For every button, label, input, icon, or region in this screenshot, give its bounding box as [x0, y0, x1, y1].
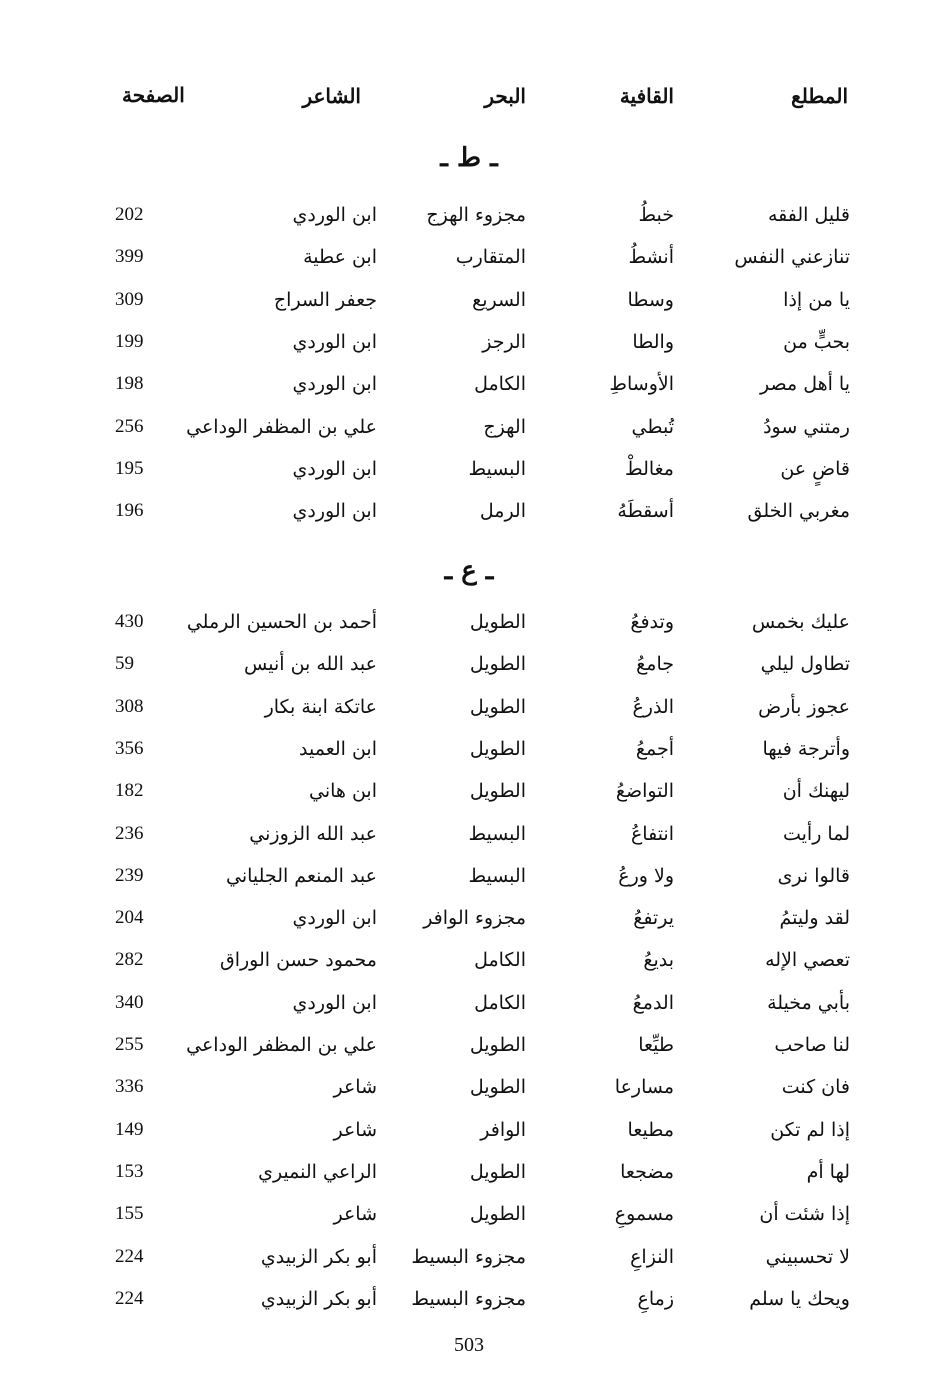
cell-matla: تطاول ليلي — [760, 653, 850, 676]
cell-bahr: الطويل — [469, 1034, 526, 1056]
cell-safha: 204 — [115, 907, 144, 929]
cell-safha: 199 — [115, 330, 144, 352]
cell-shaer: محمود حسن الوراق — [219, 949, 377, 972]
cell-bahr: الكامل — [474, 949, 526, 972]
cell-qafiya: مضجعا — [620, 1160, 674, 1183]
cell-qafiya: الأوساطِ — [609, 373, 674, 396]
cell-shaer: أحمد بن الحسين الرملي — [186, 611, 377, 633]
cell-qafiya: أنشطُ — [628, 246, 674, 269]
cell-safha: 155 — [115, 1203, 144, 1225]
table-row — [0, 858, 938, 894]
cell-matla: ويحك يا سلم — [749, 1287, 850, 1310]
cell-bahr: الطويل — [469, 737, 526, 760]
cell-matla: تنازعني النفس — [734, 246, 850, 269]
cell-qafiya: وسطا — [627, 288, 674, 311]
cell-shaer: ابن الوردي — [292, 373, 377, 396]
cell-safha: 255 — [115, 1034, 144, 1055]
cell-matla: لها أم — [806, 1160, 850, 1183]
cell-matla: إذا لم تكن — [770, 1118, 850, 1141]
table-row — [0, 197, 938, 233]
cell-matla: بحبٍّ من — [783, 330, 850, 353]
cell-safha: 196 — [115, 500, 144, 522]
table-header — [0, 78, 938, 114]
header-safha: الصفحة — [122, 85, 185, 107]
cell-bahr: البسيط — [468, 457, 526, 480]
cell-qafiya: النزاعِ — [630, 1245, 674, 1268]
cell-qafiya: خبطُ — [638, 204, 674, 226]
cell-qafiya: التواضعُ — [615, 780, 674, 803]
table-row — [0, 1069, 938, 1105]
table-row — [0, 604, 938, 640]
cell-matla: قاضٍ عن — [780, 457, 850, 480]
table-row — [0, 942, 938, 978]
section-heading-ta: ـ ط ـ — [440, 143, 498, 173]
table-row — [0, 1154, 938, 1190]
cell-safha: 309 — [115, 288, 144, 310]
page-number: 503 — [454, 1334, 484, 1356]
cell-bahr: الطويل — [469, 695, 526, 718]
cell-qafiya: أجمعُ — [635, 737, 674, 760]
cell-bahr: الطويل — [469, 780, 526, 803]
cell-safha: 236 — [115, 822, 144, 844]
cell-shaer: ابن الوردي — [292, 457, 377, 480]
table-row — [0, 689, 938, 725]
cell-matla: لقد وليتمُ — [779, 907, 850, 930]
cell-matla: عليك بخمس — [751, 611, 850, 633]
cell-safha: 149 — [115, 1118, 144, 1140]
cell-shaer: ابن الوردي — [292, 330, 377, 353]
cell-matla: يا أهل مصر — [760, 373, 850, 396]
header-matla: المطلع — [791, 84, 848, 108]
cell-qafiya: الذرعُ — [632, 695, 674, 718]
cell-shaer: ابن عطية — [303, 246, 377, 269]
cell-shaer: ابن الوردي — [292, 204, 377, 226]
cell-bahr: الكامل — [474, 991, 526, 1014]
cell-shaer: أبو بكر الزبيدي — [260, 1245, 377, 1268]
cell-bahr: الطويل — [469, 1203, 526, 1226]
cell-bahr: الكامل — [474, 373, 526, 396]
cell-bahr: الرجز — [482, 330, 526, 353]
table-row — [0, 1027, 938, 1063]
table-row — [0, 646, 938, 682]
cell-qafiya: يرتفعُ — [633, 907, 674, 930]
cell-shaer: عبد المنعم الجلياني — [226, 864, 377, 887]
cell-shaer: ابن الوردي — [292, 500, 377, 523]
table-row — [0, 1281, 938, 1317]
table-row — [0, 985, 938, 1021]
cell-matla: رمتني سودُ — [763, 415, 850, 438]
cell-matla: لنا صاحب — [774, 1034, 850, 1056]
header-shaer: الشاعر — [302, 84, 361, 108]
cell-safha: 336 — [115, 1076, 144, 1098]
cell-qafiya: زماعِ — [637, 1287, 674, 1310]
table-row — [0, 773, 938, 809]
cell-safha: 153 — [115, 1160, 144, 1182]
table-row — [0, 731, 938, 767]
cell-shaer: ابن العميد — [299, 737, 377, 760]
cell-bahr: المتقارب — [455, 246, 526, 269]
cell-qafiya: مغالطْ — [625, 457, 674, 480]
cell-safha: 224 — [115, 1287, 144, 1309]
cell-shaer: شاعر — [333, 1203, 377, 1226]
cell-qafiya: أسقطَهُ — [617, 500, 674, 523]
cell-safha: 282 — [115, 949, 144, 971]
cell-matla: قليل الفقه — [767, 204, 850, 226]
cell-shaer: عبد الله بن أنيس — [244, 653, 377, 676]
cell-bahr: الطويل — [469, 1160, 526, 1183]
cell-bahr: مجزوء البسيط — [411, 1287, 526, 1310]
cell-matla: فان كنت — [781, 1076, 850, 1099]
cell-safha: 59 — [115, 653, 134, 675]
cell-matla: إذا شئت أن — [759, 1203, 850, 1226]
cell-qafiya: انتفاعُ — [630, 822, 674, 845]
cell-shaer: شاعر — [333, 1118, 377, 1141]
table-row — [0, 900, 938, 936]
cell-matla: لما رأيت — [782, 822, 850, 845]
cell-matla: قالوا نرى — [777, 864, 850, 887]
cell-qafiya: بديعُ — [643, 949, 674, 972]
cell-qafiya: ولا ورعُ — [618, 864, 674, 887]
cell-qafiya: مسموعِ — [614, 1203, 674, 1226]
cell-bahr: مجزوء الوافر — [423, 907, 526, 930]
cell-bahr: الوافر — [480, 1118, 526, 1141]
cell-safha: 430 — [115, 611, 144, 632]
cell-matla: لا تحسبيني — [765, 1245, 850, 1268]
cell-shaer: ابن هاني — [308, 780, 377, 803]
cell-safha: 308 — [115, 695, 144, 717]
cell-qafiya: والطا — [632, 330, 674, 353]
cell-bahr: البسيط — [468, 822, 526, 845]
cell-safha: 195 — [115, 457, 144, 479]
cell-safha: 399 — [115, 246, 144, 268]
table-row — [0, 451, 938, 487]
cell-shaer: عبد الله الزوزني — [249, 822, 377, 845]
table-row — [0, 1112, 938, 1148]
table-row — [0, 282, 938, 318]
section-heading-ain: ـ ع ـ — [444, 556, 494, 586]
header-bahr: البحر — [484, 84, 526, 108]
table-row — [0, 409, 938, 445]
cell-safha: 340 — [115, 991, 144, 1013]
cell-matla: تعصي الإله — [765, 949, 850, 972]
cell-safha: 224 — [115, 1245, 144, 1267]
table-row — [0, 816, 938, 852]
cell-safha: 256 — [115, 415, 144, 437]
cell-qafiya: وتدفعُ — [630, 611, 674, 633]
cell-safha: 356 — [115, 737, 144, 759]
cell-matla: بأبي مخيلة — [767, 991, 850, 1014]
cell-qafiya: تُبطي — [631, 415, 674, 438]
table-row — [0, 1239, 938, 1275]
cell-safha: 182 — [115, 780, 144, 802]
cell-bahr: الهزج — [483, 415, 526, 438]
cell-shaer: علي بن المظفر الوداعي — [186, 415, 377, 438]
cell-matla: وأترجة فيها — [762, 737, 850, 760]
cell-bahr: الطويل — [469, 653, 526, 676]
cell-safha: 239 — [115, 864, 144, 886]
table-row — [0, 239, 938, 275]
table-row — [0, 493, 938, 529]
cell-shaer: عاتكة ابنة بكار — [264, 695, 377, 718]
cell-shaer: جعفر السراج — [273, 288, 377, 311]
cell-shaer: علي بن المظفر الوداعي — [186, 1034, 377, 1056]
cell-safha: 202 — [115, 204, 144, 225]
table-row — [0, 366, 938, 402]
cell-shaer: أبو بكر الزبيدي — [260, 1287, 377, 1310]
table-row — [0, 324, 938, 360]
cell-safha: 198 — [115, 373, 144, 395]
header-qafiya: القافية — [619, 84, 674, 108]
cell-matla: مغربي الخلق — [747, 500, 850, 523]
cell-shaer: ابن الوردي — [292, 991, 377, 1014]
cell-shaer: شاعر — [333, 1076, 377, 1099]
cell-bahr: الرمل — [479, 500, 526, 523]
cell-qafiya: مطيعا — [627, 1118, 674, 1141]
cell-bahr: مجزوء الهزج — [426, 204, 526, 226]
cell-qafiya: جامعُ — [636, 653, 674, 676]
cell-shaer: ابن الوردي — [292, 907, 377, 930]
cell-bahr: السريع — [472, 288, 526, 311]
cell-qafiya: طيِّعا — [638, 1034, 674, 1056]
cell-shaer: الراعي النميري — [258, 1160, 377, 1183]
cell-bahr: الطويل — [469, 1076, 526, 1099]
cell-matla: يا من إذا — [783, 288, 850, 311]
cell-qafiya: مسارعا — [614, 1076, 674, 1099]
cell-qafiya: الدمعُ — [632, 991, 674, 1014]
cell-bahr: الطويل — [469, 611, 526, 633]
cell-bahr: مجزوء البسيط — [411, 1245, 526, 1268]
cell-matla: عجوز بأرض — [758, 695, 850, 718]
cell-bahr: البسيط — [468, 864, 526, 887]
table-row — [0, 1196, 938, 1232]
cell-matla: ليهنك أن — [782, 780, 850, 803]
